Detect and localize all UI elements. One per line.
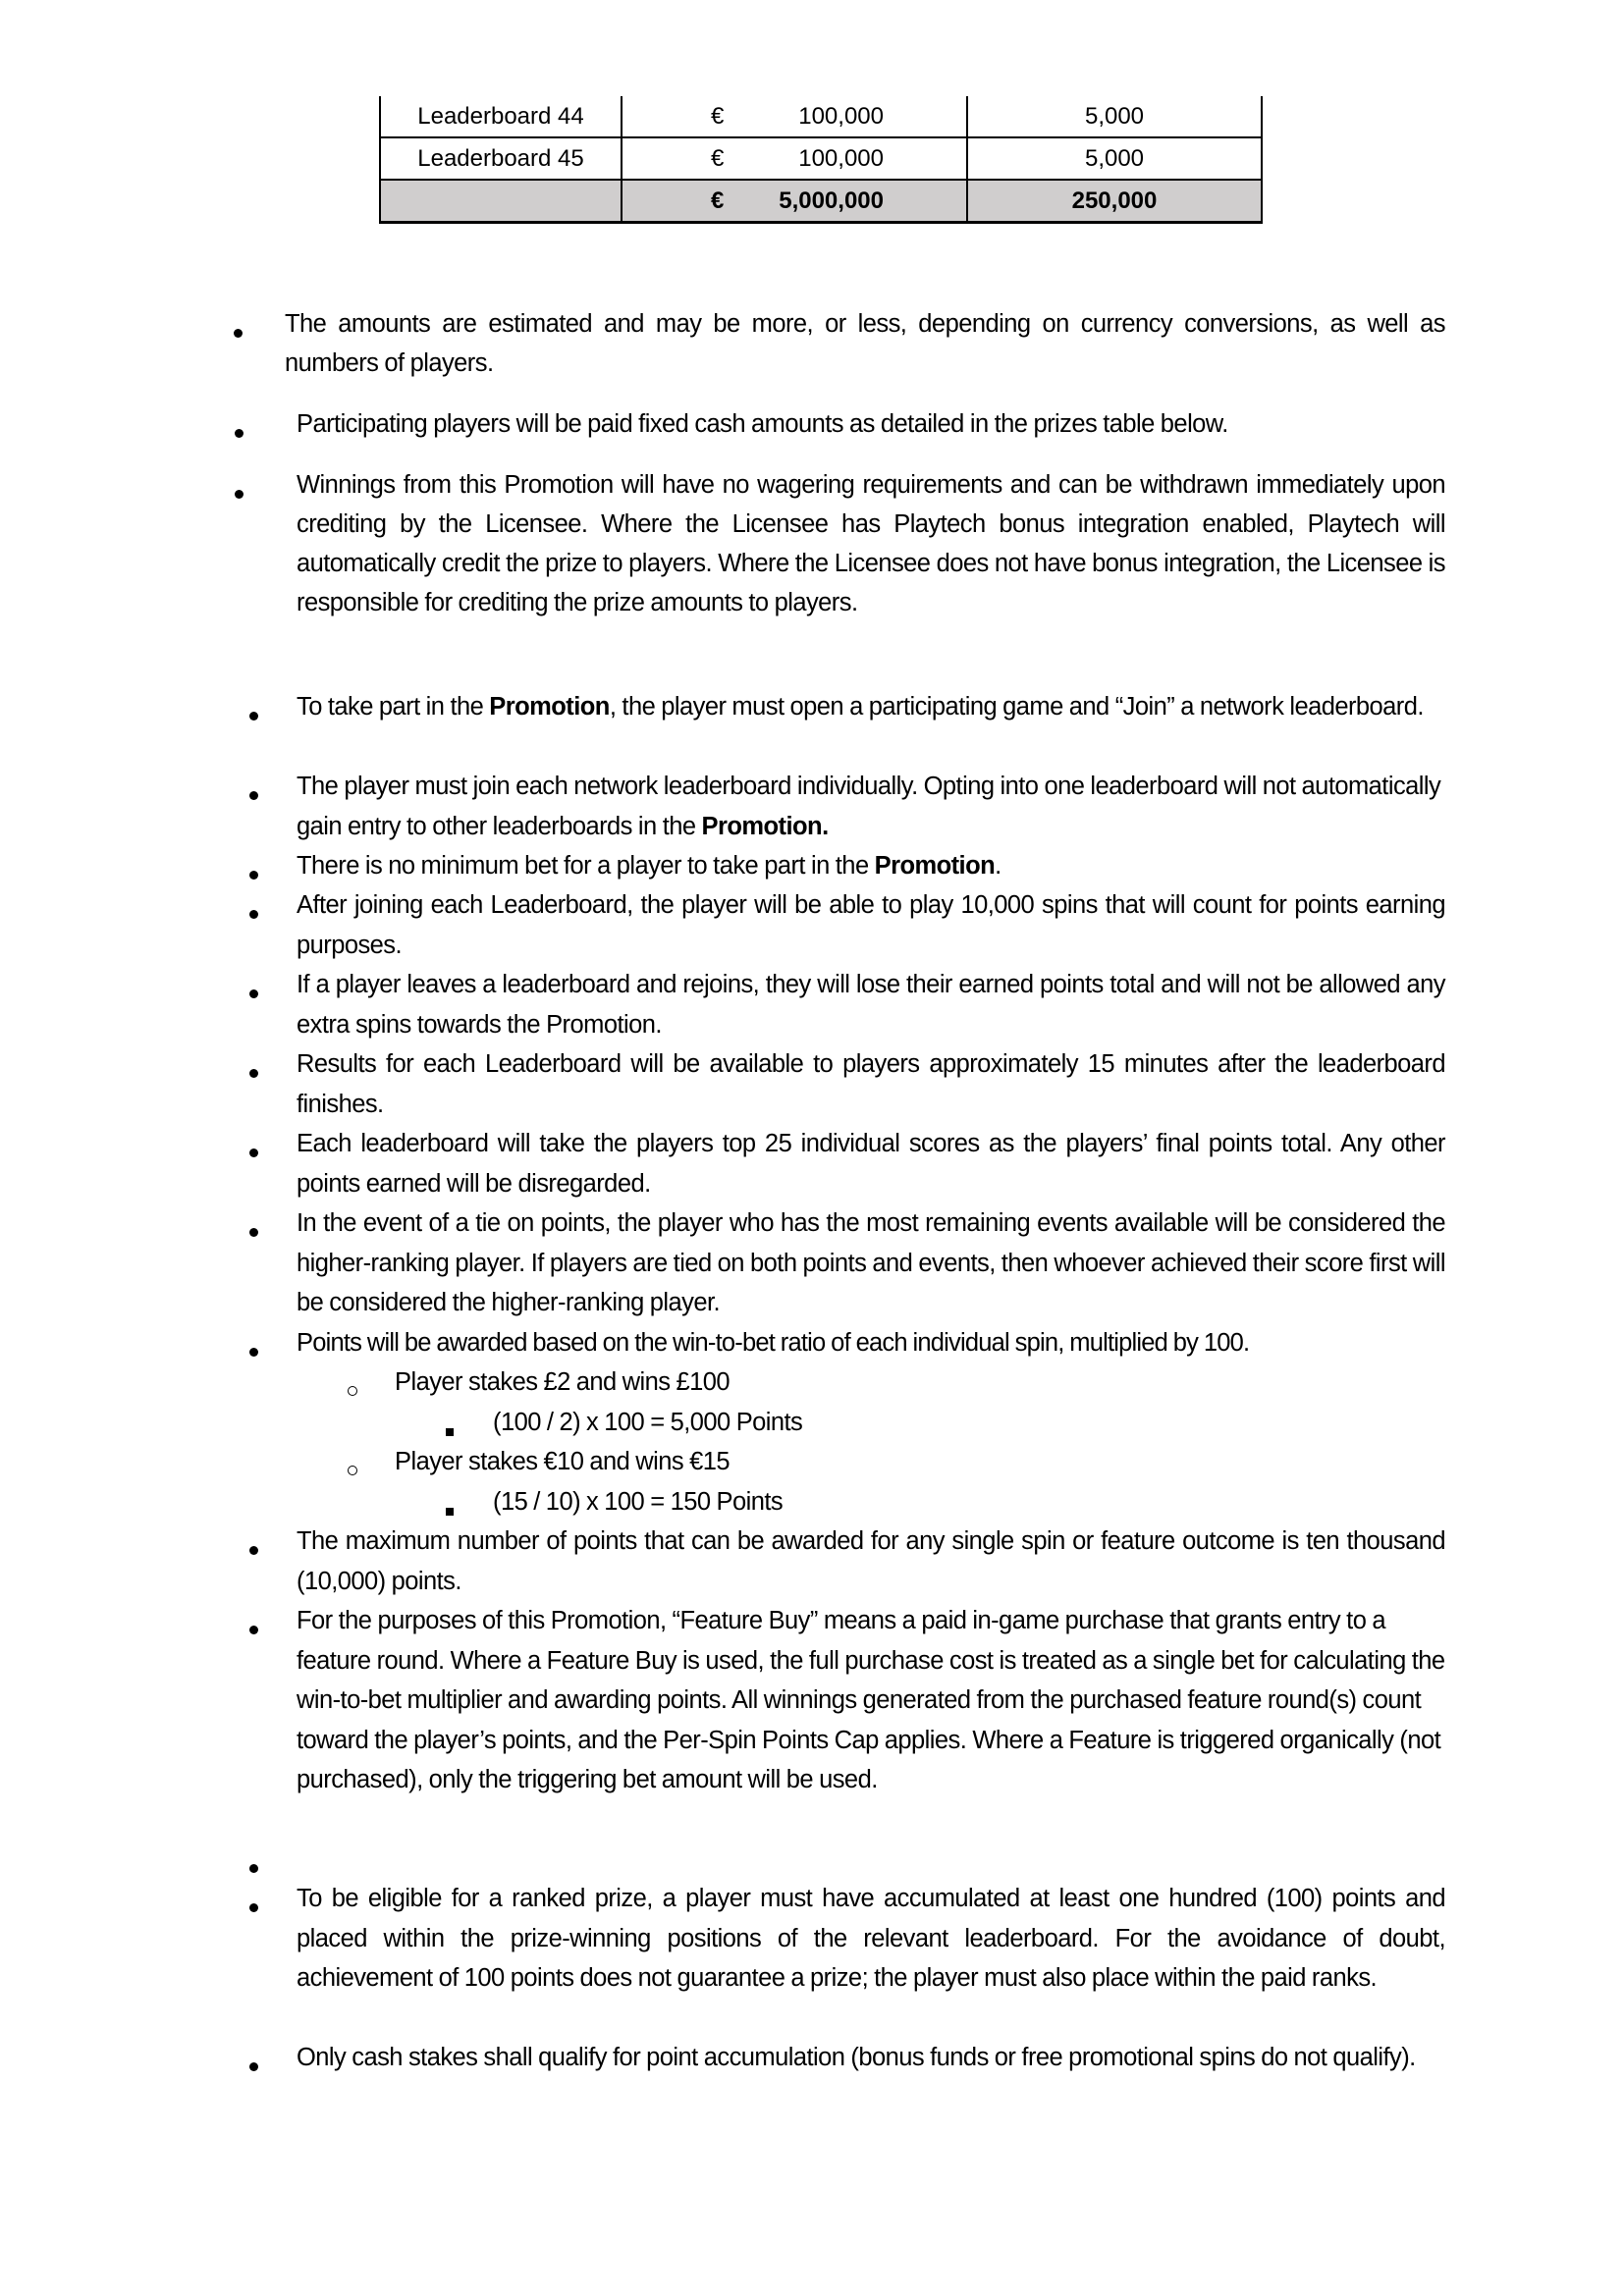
bullet-text: Results for each Leaderboard will be available to players approximately 15 minutes after the leaderboard finishes. bbox=[297, 1050, 1445, 1118]
bullet-text: In the event of a tie on points, the player who has the most remaining events available will be considered the higher-ranking player. If players are tied on both points and events, then whoever achieved their score first will be considered the higher-ranking player. bbox=[297, 1209, 1445, 1316]
bullet-text: If a player leaves a leaderboard and rejoins, they will lose their earned points total and will not be allowed any extra spins towards the Promotion. bbox=[297, 971, 1445, 1039]
bullet-icon bbox=[249, 1613, 258, 1638]
bullet-icon bbox=[249, 1215, 258, 1241]
square-bullet-icon bbox=[446, 1494, 454, 1520]
total-amount-cell bbox=[622, 180, 967, 223]
bullet-icon bbox=[249, 1335, 258, 1361]
bullet-text: Participating players will be paid fixed cash amounts as detailed in the prizes table below. bbox=[297, 410, 1228, 438]
bullet-text: To be eligible for a ranked prize, a player must have accumulated at least one hundred (100) points and placed within the prize-winning positions of the relevant leaderboard. For the avoidance of doubt, achievement of 100 points does not guarantee a prize; the player must also place within the paid ranks. bbox=[297, 1885, 1445, 1992]
bullet-text: For the purposes of this Promotion, “Feature Buy” means a paid in-game purchase that grants entry to a feature round. Where a Feature Buy is used, the full purchase cost is treated as a single bet for calculating the win-to-bet multiplier and awarding points. All winnings generated from the purchased feature round(s) count toward the player’s points, and the Per-Spin Points Cap applies. Where a Feature is triggered organically (not purchased), only the triggering bet amount will be used. bbox=[297, 1607, 1445, 1793]
bullet-text: The amounts are estimated and may be more, or less, depending on currency conversions, as well as numbers of players. bbox=[285, 310, 1445, 377]
currency-symbol: € bbox=[711, 144, 725, 172]
bullet-icon bbox=[235, 477, 244, 503]
example-label: Player stakes £2 and wins £100 bbox=[395, 1368, 731, 1396]
bullet-icon bbox=[249, 778, 258, 804]
bullet-icon bbox=[249, 897, 258, 923]
bullet-icon bbox=[249, 1136, 258, 1161]
bullet-text: Points will be awarded based on the win-to-bet ratio of each individual spin, multiplied by 100. bbox=[297, 1329, 1250, 1357]
circle-bullet-icon bbox=[348, 1454, 357, 1479]
bullet-text: There is no minimum bet for a player to take part in the Promotion. bbox=[297, 852, 1001, 880]
bullet-icon bbox=[249, 699, 258, 724]
bullet-text: Only cash stakes shall qualify for point accumulation (bonus funds or free promotional spins do not qualify). bbox=[297, 2044, 1416, 2071]
bullet-icon bbox=[234, 316, 243, 342]
points-cell: 5,000 bbox=[967, 137, 1262, 180]
example-calculation: (100 / 2) x 100 = 5,000 Points bbox=[493, 1409, 803, 1436]
prize-amount: 100,000 bbox=[798, 102, 884, 130]
example-label: Player stakes €10 and wins €15 bbox=[395, 1448, 731, 1475]
bullet-text: The maximum number of points that can be awarded for any single spin or feature outcome is ten thousand (10,000) points. bbox=[297, 1527, 1445, 1595]
table-row bbox=[380, 96, 1262, 137]
bullet-icon bbox=[249, 858, 258, 883]
example-calculation: (15 / 10) x 100 = 150 Points bbox=[493, 1488, 784, 1516]
bullet-icon bbox=[249, 1056, 258, 1082]
bullet-icon bbox=[249, 1533, 258, 1559]
bullet-text: Winnings from this Promotion will have no wagering requirements and can be withdrawn immediately upon crediting by the Licensee. Where the Licensee has Playtech bonus integration enabled, Playtech will automatically credit the prize to players. Where the Licensee does not have bonus integration, the Licensee is responsible for crediting the prize amounts to players. bbox=[297, 471, 1445, 616]
bullet-text: To take part in the Promotion, the player must open a participating game and “Join” a network leaderboard. bbox=[297, 693, 1424, 721]
bullet-text: The player must join each network leaderboard individually. Opting into one leaderboard will not automatically gain entry to other leaderboards in the Promotion. bbox=[297, 773, 1441, 840]
table-total-row bbox=[380, 180, 1262, 223]
bullet-text: After joining each Leaderboard, the player will be able to play 10,000 spins that will count for points earning purposes. bbox=[297, 891, 1445, 959]
total-points-cell: 250,000 bbox=[967, 180, 1262, 223]
table-row bbox=[380, 137, 1262, 180]
total-label-cell bbox=[380, 180, 622, 223]
prize-amount-cell bbox=[622, 96, 967, 137]
prize-amount-cell bbox=[622, 137, 967, 180]
square-bullet-icon bbox=[446, 1415, 454, 1440]
leaderboard-name-cell: Leaderboard 44 bbox=[380, 96, 622, 137]
currency-symbol: € bbox=[711, 102, 725, 130]
bullet-icon bbox=[235, 416, 244, 442]
bullet-icon bbox=[249, 1851, 258, 1877]
bullet-text: Each leaderboard will take the players top 25 individual scores as the players’ final points total. Any other points earned will be disregarded. bbox=[297, 1130, 1445, 1198]
bullet-icon bbox=[249, 2050, 258, 2075]
prize-table bbox=[379, 96, 1263, 224]
circle-bullet-icon bbox=[348, 1374, 357, 1400]
currency-symbol: € bbox=[711, 187, 725, 214]
prize-amount: 100,000 bbox=[798, 144, 884, 172]
bullet-icon bbox=[249, 1891, 258, 1916]
points-cell: 5,000 bbox=[967, 96, 1262, 137]
bullet-icon bbox=[249, 977, 258, 1002]
leaderboard-name-cell: Leaderboard 45 bbox=[380, 137, 622, 180]
total-amount: 5,000,000 bbox=[779, 187, 884, 214]
